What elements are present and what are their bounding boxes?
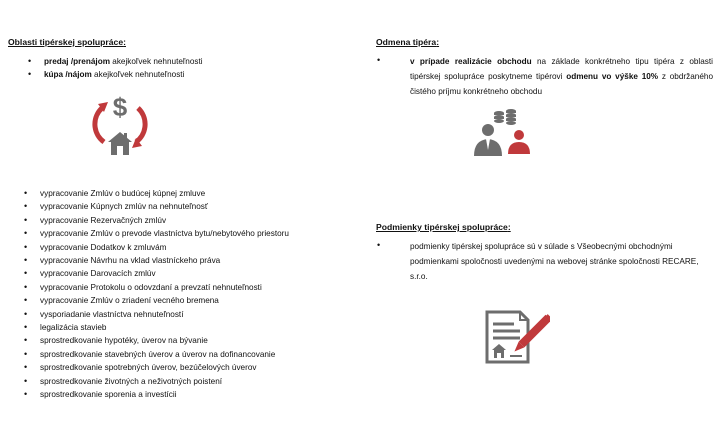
list-item: • vypracovanie Protokolu o odovzdaní a prevzatí nehnuteľnosti xyxy=(24,281,289,294)
list-item: • sprostredkovanie životných a neživotných poistení xyxy=(24,375,289,388)
reward-heading: Odmena tipéra: xyxy=(376,37,440,47)
contract-pen-icon xyxy=(484,306,550,364)
list-item: • kúpa /nájom akejkoľvek nehnuteľnosti xyxy=(28,68,203,81)
list-item: • vysporiadanie vlastníctva nehnuteľností xyxy=(24,308,289,321)
list-item: • vypracovanie Zmlúv o prevode vlastníctva bytu/nebytového priestoru xyxy=(24,227,289,240)
list-item: • vypracovanie Zmlúv o budúcej kúpnej zmluve xyxy=(24,187,289,200)
list-item: • legalizácia stavieb xyxy=(24,321,289,334)
svg-text:$: $ xyxy=(112,92,128,122)
conditions-heading: Podmienky tipérskej spolupráce: xyxy=(376,222,511,232)
people-coins-icon xyxy=(470,108,534,158)
list-item: • sprostredkovanie sporenia a investícii xyxy=(24,388,289,401)
left-heading: Oblasti tipérskej spolupráce: xyxy=(8,37,126,47)
list-item: • vypracovanie Návrhu na vklad vlastníckeho práva xyxy=(24,254,289,267)
list-item: • vypracovanie Rezervačných zmlúv xyxy=(24,214,289,227)
dollar-house-cycle-icon xyxy=(88,90,152,158)
reward-text: v prípade realizácie obchodu na základe konkrétneho tipu tipéra z oblasti tipérskej spolupráce poskytneme tipérovi odmenu vo výške 10% z obdržaného čistého príjmu konkrétneho obchodu xyxy=(410,57,713,96)
list-item: • vypracovanie Zmlúv o zriadení vecného bremena xyxy=(24,294,289,307)
list-item: • vypracovanie Dodatkov k zmluvám xyxy=(24,241,289,254)
bullet: • xyxy=(377,240,381,250)
list-item: • predaj /prenájom akejkoľvek nehnuteľnosti xyxy=(28,55,203,68)
bullet: • xyxy=(377,55,381,65)
list-item: • sprostredkovanie hypotéky, úverov na bývanie xyxy=(24,334,289,347)
list-item: • vypracovanie Kúpnych zmlúv na nehnuteľnosť xyxy=(24,200,289,213)
conditions-text: podmienky tipérskej spolupráce sú v súlade s Všeobecnými obchodnými podmienkami spoločnosti uvedenými na webovej stránke spoločnosti RECARE, s.r.o. xyxy=(410,242,699,281)
services-list xyxy=(24,187,289,402)
list-item: • vypracovanie Darovacích zmlúv xyxy=(24,267,289,280)
list-item: • sprostredkovanie stavebných úverov a úverov na dofinancovanie xyxy=(24,348,289,361)
list-item: • sprostredkovanie spotrebných úverov, bezúčelových úverov xyxy=(24,361,289,374)
top-list xyxy=(28,55,203,82)
